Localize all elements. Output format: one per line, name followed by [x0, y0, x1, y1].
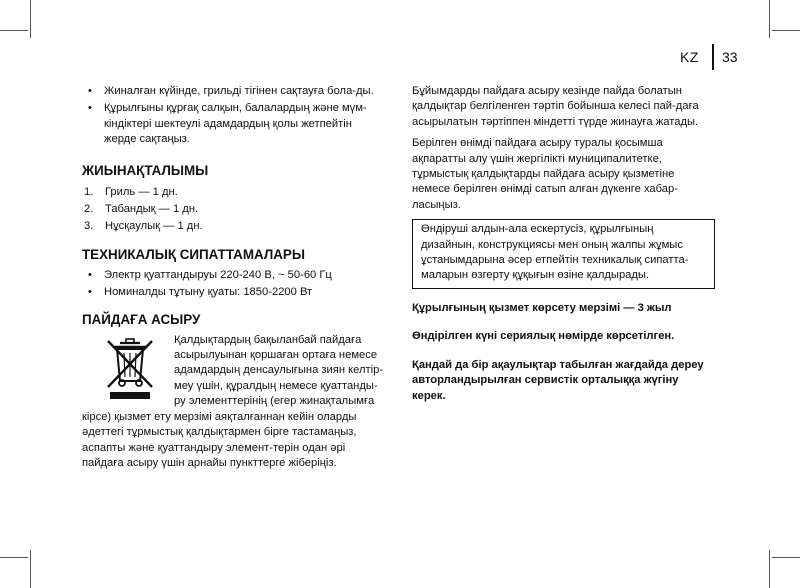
- crop-mark: [772, 30, 800, 31]
- crop-mark: [769, 550, 770, 588]
- info-paragraph: Берілген өнімді пайдаға асыру туралы қосымша ақпаратты алу үшін жергілікті муниципалитетке, тұрмыстық қалдықтарды пайдаға асыру қызметіне немесе берілген өнімді сатып алған дүкенге хабар-ласыңыз.: [412, 137, 678, 211]
- right-column: [412, 84, 715, 410]
- bullet-icon: •: [88, 268, 92, 281]
- bullet-icon: •: [88, 85, 92, 97]
- crop-mark: [0, 30, 28, 31]
- crop-mark: [772, 557, 800, 558]
- crop-mark: [30, 0, 31, 38]
- disposal-section: [82, 333, 387, 472]
- manufacture-date: Өндірілген күні сериялық нөмірде көрсетілген.: [412, 330, 675, 343]
- crop-mark: [30, 550, 31, 588]
- list-item: 2. Табандық — 1 дн.: [84, 203, 199, 216]
- completeness-heading: ЖИЫНАҚТАЛЫМЫ: [82, 162, 209, 178]
- list-item: • Жиналған күйінде, грильді тігінен сақтауға бола-ды.: [82, 84, 387, 99]
- manufacturer-notice: Өндіруші алдын-ала ескертусіз, құрылғының дизайнын, конструкциясы мен оның жалпы жұмыс ұстанымдарына әсер етпейтін техникалық сипатта-маларын өзгерту құқығын өзіне қалдырады.: [421, 223, 689, 282]
- list-item: 3. Нұсқаулық — 1 дн.: [84, 220, 203, 233]
- defect-advice: Қандай да бір ақаулықтар табылған жағдайда дереу авторландырылған сервистік орталыққа жүгіну керек.: [412, 358, 704, 402]
- crossed-out-wheelie-bin-icon: [100, 335, 160, 401]
- header-divider: [712, 44, 714, 70]
- storage-list: [82, 84, 387, 148]
- list-item: • Электр қуаттандыруы 220-240 В, ~ 50-60 Гц: [82, 268, 387, 283]
- manufacturer-notice-box: [412, 219, 715, 289]
- list-item: • Құрылғыны құрғақ салқын, балалардың және мүм-кіндіктері шектеулі адамдардың қолы жетпейтін жерде сақтаңыз.: [88, 102, 367, 146]
- recycling-paragraph: Бұйымдарды пайдаға асыру кезінде пайда болатын қалдықтар белгіленген тәртіп бойынша келесі пай-даға асырылатын тәртіппен міндетті түрде жинауға жатады.: [412, 85, 699, 128]
- specs-heading: ТЕХНИКАЛЫҚ СИПАТТАМАЛАРЫ: [82, 246, 305, 262]
- crop-mark: [769, 0, 770, 38]
- disposal-text: Қалдықтардың бақыланбай пайдаға асырылуынан қоршаған ортаға немесе адамдардың денсаулығына зиян келтір-меу үшін, құралдың немесе қуаттанды-ру элементтерінің (егер жинақталымға кірсе) қызмет ету мерзімі аяқталғаннан кейін оларды әдеттегі тұрмыстық қалдықтармен бірге тастамаңыз, аспапты және қуаттандыру элемент-терін одан әрі пайдаға асыру үшін арнайы пункттерге жіберіңіз.: [82, 333, 384, 469]
- language-code: KZ: [680, 49, 699, 65]
- left-column: [82, 84, 387, 471]
- crop-mark: [0, 557, 28, 558]
- page-number: 33: [722, 49, 738, 65]
- completeness-list: [82, 185, 387, 235]
- list-item: • Номиналды тұтыну қуаты: 1850-2200 Вт: [82, 285, 387, 300]
- disposal-heading: ПАЙДАҒА АСЫРУ: [82, 311, 201, 327]
- specs-list: [82, 268, 387, 301]
- bullet-icon: •: [88, 102, 92, 115]
- bullet-icon: •: [88, 286, 92, 299]
- service-life: Құрылғының қызмет көрсету мерзімі — 3 жыл: [412, 301, 672, 314]
- list-item: 1. Гриль — 1 дн.: [84, 185, 178, 198]
